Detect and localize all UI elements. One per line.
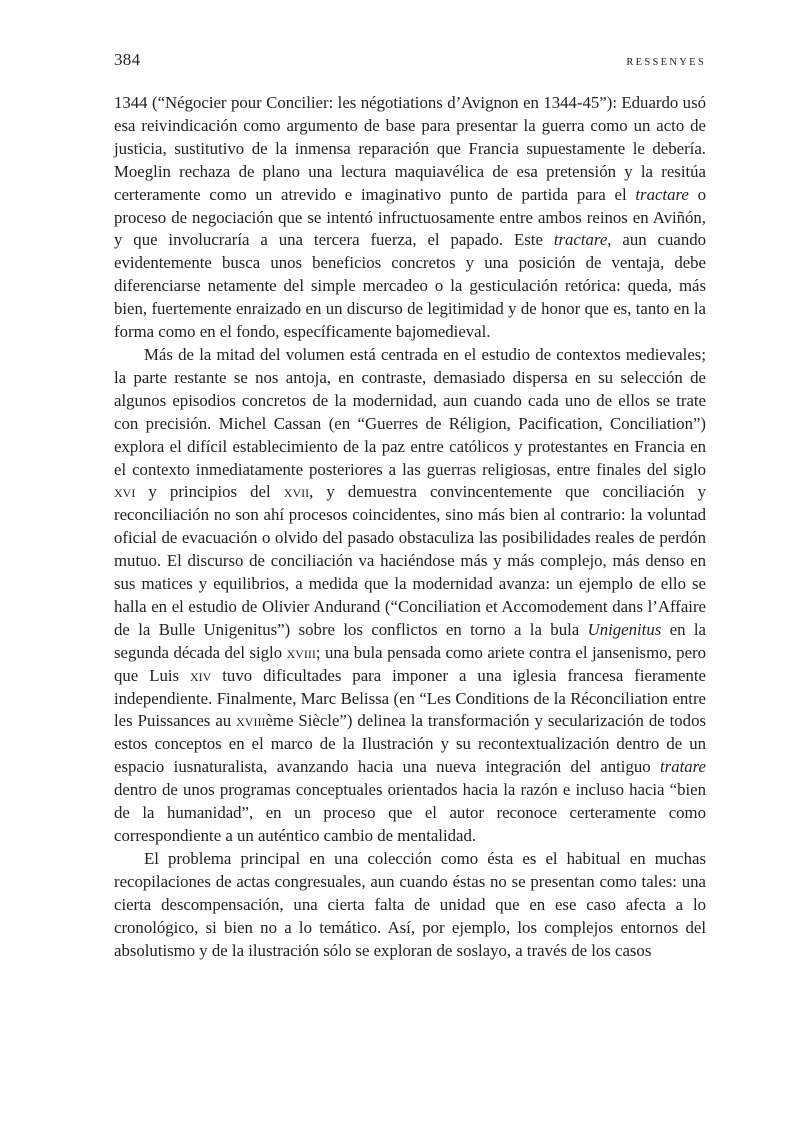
paragraph-2: [114, 344, 706, 848]
text-run: en la segunda década del siglo: [114, 619, 706, 662]
text-run: y principios del: [135, 482, 284, 502]
body-text: [114, 92, 706, 962]
roman-numeral: xvii: [283, 482, 310, 502]
running-head: [114, 50, 706, 80]
text-run: , y demuestra convincentemente que conciliación y reconciliación no son ahí procesos coincidentes, sino más bien al contrario: la voluntad oficial de evacuación o olvido del pasado obstaculiza las posibilidades reales de perdón mutuo. El discurso de conciliación va haciéndose más y más complejo, más denso en sus matices y equilibrios, a medida que la modernidad avanza: un ejemplo de ello se halla en el estudio de Olivier Andurand (“Conciliation et Accomodement dans l’Affaire de la Bulle Unigenitus”) sobre los conflictos en torno a la bula: [114, 482, 707, 639]
roman-numeral: xiv: [189, 665, 212, 685]
text-run: ; una bula pensada como ariete contra el jansenismo, pero que Luis: [114, 642, 706, 685]
roman-numeral: xvi: [114, 482, 136, 502]
italic-term: tractare: [553, 230, 608, 250]
page: [114, 50, 706, 962]
text-run: dentro de unos programas conceptuales orientados hacia la razón e incluso hacia “bien de la humanidad”, en un proceso que el autor reconoce certeramente como correspondiente a un auténtico cambio de mentalidad.: [114, 780, 706, 845]
text-run: 1344 (“Négocier pour Concilier: les négotiations d’Avignon en 1344-45”): Eduardo usó esa reivindicación como argumento de base para presentar la guerra como un acto de justicia, sustitutivo de la inmensa reparación que Francia supuestamente le debería. Moeglin rechaza de plano una lectura maquiavélica de esa pretensión y la resitúa certeramente como un atrevido e imaginativo punto de partida para el: [114, 93, 706, 204]
text-run: ème Siècle”) delinea la transformación y secularización de todos estos conceptos en el marco de la Ilustración y su recontextualización dentro de un espacio iusnaturalista, avanzando hacia una nueva integración del antiguo: [114, 711, 706, 777]
paragraph-1: [114, 92, 706, 344]
section-title: RESSENYES: [626, 57, 706, 68]
italic-term: Unigenitus: [587, 619, 662, 639]
italic-term: tratare: [660, 757, 706, 777]
roman-numeral: xviii: [286, 642, 316, 662]
paragraph-3: [114, 848, 706, 963]
page-number: 384: [114, 50, 141, 69]
text-run: El problema principal en una colección como ésta es el habitual en muchas recopilaciones de actas congresuales, aun cuando éstas no se presentan como tales: una cierta descompensación, una cierta falta de unidad que en ese caso afecta a lo cronológico, si bien no a lo temático. Así, por ejemplo, los complejos entornos del absolutismo y de la ilustración sólo se exploran de soslayo, a través de los casos: [114, 848, 706, 960]
text-run: Más de la mitad del volumen está centrada en el estudio de contextos medievales; la parte restante se nos antoja, en contraste, demasiado dispersa en su selección de algunos episodios concretos de la modernidad, aun cuando cada uno de ellos se trate con precisión. Michel Cassan (en “Guerres de Réligion, Pacification, Conciliation”) explora el difícil establecimiento de la paz entre católicos y protestantes en Francia en el contexto inmediatamente posteriores a las guerras religiosas, entre finales del siglo: [114, 344, 706, 479]
text-run: o proceso de negociación que se intentó infructuosamente entre ambos reinos en Aviñón, y que involucraría a una tercera fuerza, el papado. Este: [114, 184, 706, 250]
text-run: , aun cuando evidentemente busca unos beneficios concretos y una posición de ventaja, debe diferenciarse netamente del simple mercadeo o la gesticulación retórica: queda, más bien, fuertemente enraizado en un discurso de legitimidad y de honor que es, tanto en la forma como en el fondo, específicamente bajomedieval.: [114, 230, 706, 342]
roman-numeral: xviii: [236, 711, 266, 731]
italic-term: tractare: [635, 184, 689, 204]
text-run: tuvo dificultades para imponer a una iglesia francesa fieramente independiente. Finalmente, Marc Belissa (en “Les Conditions de la Réconciliation entre les Puissances au: [114, 665, 706, 731]
